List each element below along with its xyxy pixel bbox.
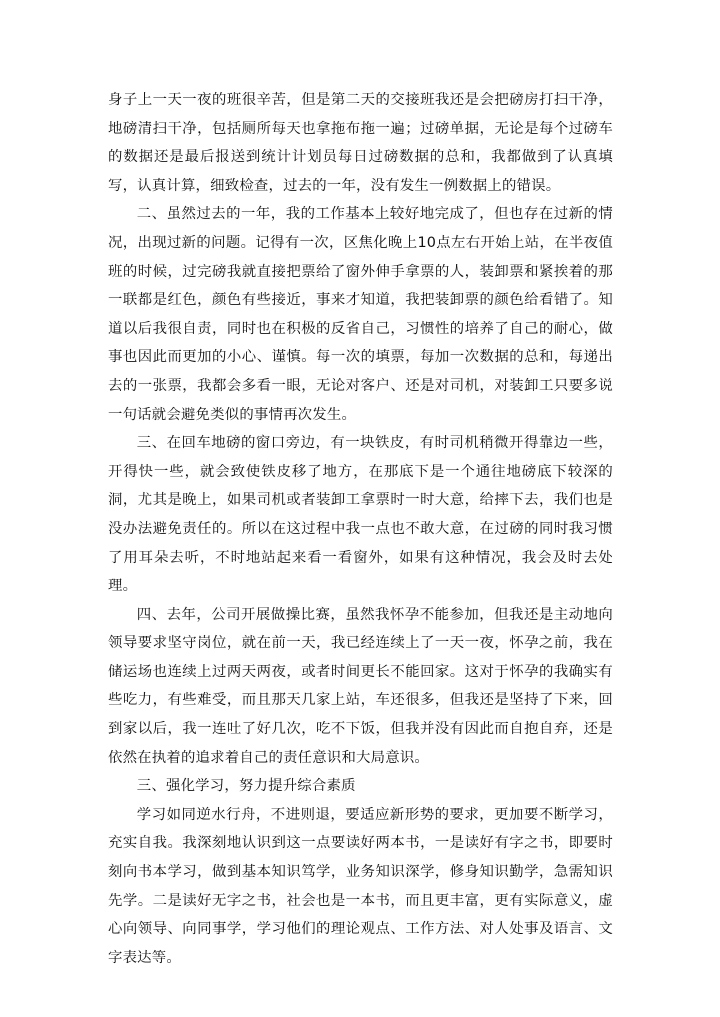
paragraph-3: 三、在回车地磅的窗口旁边，有一块铁皮，有时司机稍微开得靠边一些，开得快一些，就会致使铁皮移了地方，在那底下是一个通往地磅底下较深的洞，尤其是晚上，如果司机或者装卸工拿票时一时大意，给摔下去，我们也是没办法避免责任的。所以在这过程中我一点也不敢大意，在过磅的同时我习惯了用耳朵去听，不时地站起来看一看窗外，如果有这种情况，我会及时去处理。 <box>108 435 613 595</box>
section-heading: 三、强化学习，努力提升综合素质 <box>136 778 356 795</box>
paragraph-1: 身子上一天一夜的班很辛苦，但是第二天的交接班我还是会把磅房打扫干净，地磅清扫干净，包括厕所每天也拿拖布拖一遍；过磅单据，无论是每个过磅车的数据还是最后报送到统计计划员每日过磅数据的总和，我都做到了认真填写，认真计算，细致检查，过去的一年，没有发生一例数据上的错误。 <box>108 92 613 194</box>
paragraph-4: 四、去年，公司开展做操比赛，虽然我怀孕不能参加，但我还是主动地向领导要求坚守岗位，就在前一天，我已经连续上了一天一夜，怀孕之前，我在储运场也连续上过两天两夜，或者时间更长不能回家。这对于怀孕的我确实有些吃力，有些难受，而且那天几家上站，车还很多，但我还是坚持了下来，回到家以后，我一连吐了好几次，吃不下饭，但我并没有因此而自抱自弃，还是依然在执着的追求着自己的责任意识和大局意识。 <box>108 606 613 766</box>
paragraph-2: 二、虽然过去的一年，我的工作基本上较好地完成了，但也存在过新的情况，出现过新的问题。记得有一次，区焦化晚上10点左右开始上站，在半夜值班的时候，过完磅我就直接把票给了窗外伸手拿票的人，装卸票和紧挨着的那一联都是红色，颜色有些接近，事来才知道，我把装卸票的颜色给看错了。知道以后我很自责，同时也在积极的反省自己，习惯性的培养了自己的耐心，做事也因此而更加的小心、谨慎。每一次的填票，每加一次数据的总和，每递出去的一张票，我都会多看一眼，无论对客户、还是对司机，对装卸工只要多说一句话就会避免类似的事情再次发生。 <box>108 206 613 423</box>
document-page <box>108 86 613 972</box>
paragraph-5: 学习如同逆水行舟，不进则退，要适应新形势的要求，更加要不断学习，充实自我。我深刻地认识到这一点要读好两本书，一是读好有字之书，即要时刻向书本学习，做到基本知识笃学，业务知识深学，修身知识勤学，急需知识先学。二是读好无字之书，社会也是一本书，而且更丰富，更有实际意义，虚心向领导、向同事学，学习他们的理论观点、工作方法、对人处事及语言、文字表达等。 <box>108 806 613 966</box>
